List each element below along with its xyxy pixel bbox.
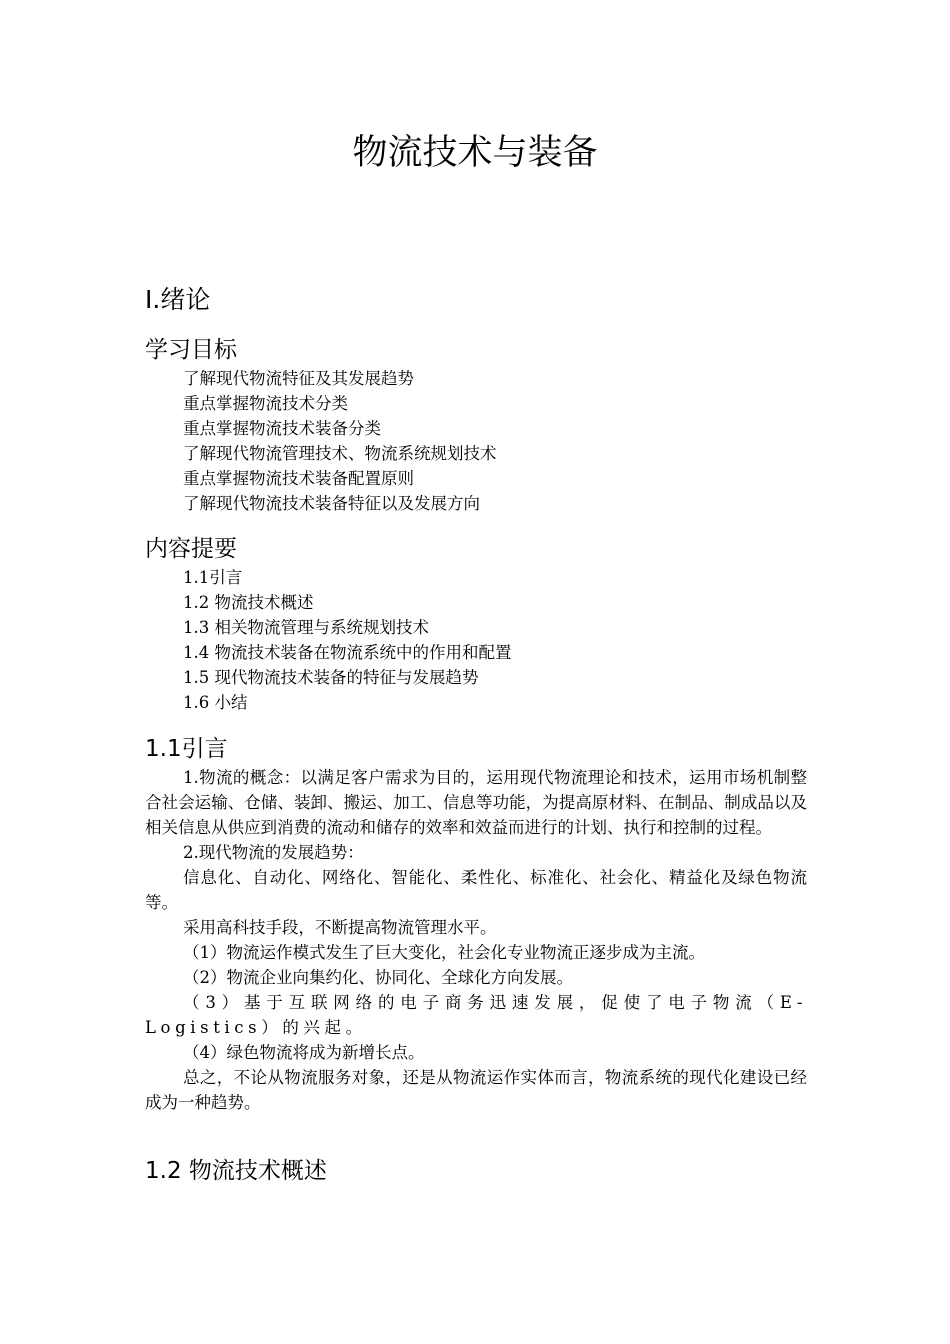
objective-item: 了解现代物流特征及其发展趋势	[183, 369, 414, 388]
summary-item: 1.4 物流技术装备在物流系统中的作用和配置	[183, 643, 512, 662]
chapter-heading-block	[145, 283, 807, 317]
conclusion-paragraph: 总之，不论从物流服务对象，还是从物流运作实体而言，物流系统的现代化建设已经成为一种趋势。	[145, 1068, 807, 1112]
objectives-heading: 学习目标	[145, 337, 237, 363]
trend-point-4: （4）绿色物流将成为新增长点。	[183, 1043, 425, 1062]
summary-item: 1.6 小结	[183, 693, 248, 712]
trend-hightech: 采用高科技手段，不断提高物流管理水平。	[183, 918, 497, 937]
objective-item: 了解现代物流管理技术、物流系统规划技术	[183, 444, 497, 463]
chapter-heading: Ⅰ.绪论	[145, 285, 211, 314]
trend-point-2: （2）物流企业向集约化、协同化、全球化方向发展。	[183, 968, 573, 987]
objectives-list	[145, 366, 807, 516]
trend-point-3: （3）基于互联网络的电子商务迅速发展，促使了电子物流（E-Logistics）的兴起。	[145, 993, 807, 1037]
summary-item: 1.1引言	[183, 568, 243, 587]
objective-item: 重点掌握物流技术装备分类	[183, 419, 381, 438]
concept-paragraph: 1.物流的概念：以满足客户需求为目的，运用现代物流理论和技术，运用市场机制整合社会运输、仓储、装卸、搬运、加工、信息等功能，为提高原材料、在制品、制成品以及相关信息从供应到消费的流动和储存的效率和效益而进行的计划、执行和控制的过程。	[145, 768, 807, 837]
objective-item: 了解现代物流技术装备特征以及发展方向	[183, 494, 480, 513]
summary-section	[145, 533, 807, 715]
summary-item: 1.5 现代物流技术装备的特征与发展趋势	[183, 668, 479, 687]
section-1-1-heading: 1.1引言	[145, 736, 228, 762]
objective-item: 重点掌握物流技术装备配置原则	[183, 469, 414, 488]
summary-item: 1.2 物流技术概述	[183, 593, 314, 612]
objective-item: 重点掌握物流技术分类	[183, 394, 348, 413]
trend-point-1: （1）物流运作模式发生了巨大变化，社会化专业物流正逐步成为主流。	[183, 943, 705, 962]
objectives-section	[145, 334, 807, 516]
summary-list	[145, 565, 807, 715]
section-1-2	[145, 1155, 807, 1187]
trend-keywords: 信息化、自动化、网络化、智能化、柔性化、标准化、社会化、精益化及绿色物流等。	[145, 868, 807, 912]
summary-heading: 内容提要	[145, 536, 237, 562]
summary-item: 1.3 相关物流管理与系统规划技术	[183, 618, 429, 637]
section-1-1	[145, 733, 807, 1115]
document-title: 物流技术与装备	[352, 133, 598, 173]
trend-intro: 2.现代物流的发展趋势：	[183, 843, 364, 862]
section-1-2-heading: 1.2 物流技术概述	[145, 1158, 327, 1184]
